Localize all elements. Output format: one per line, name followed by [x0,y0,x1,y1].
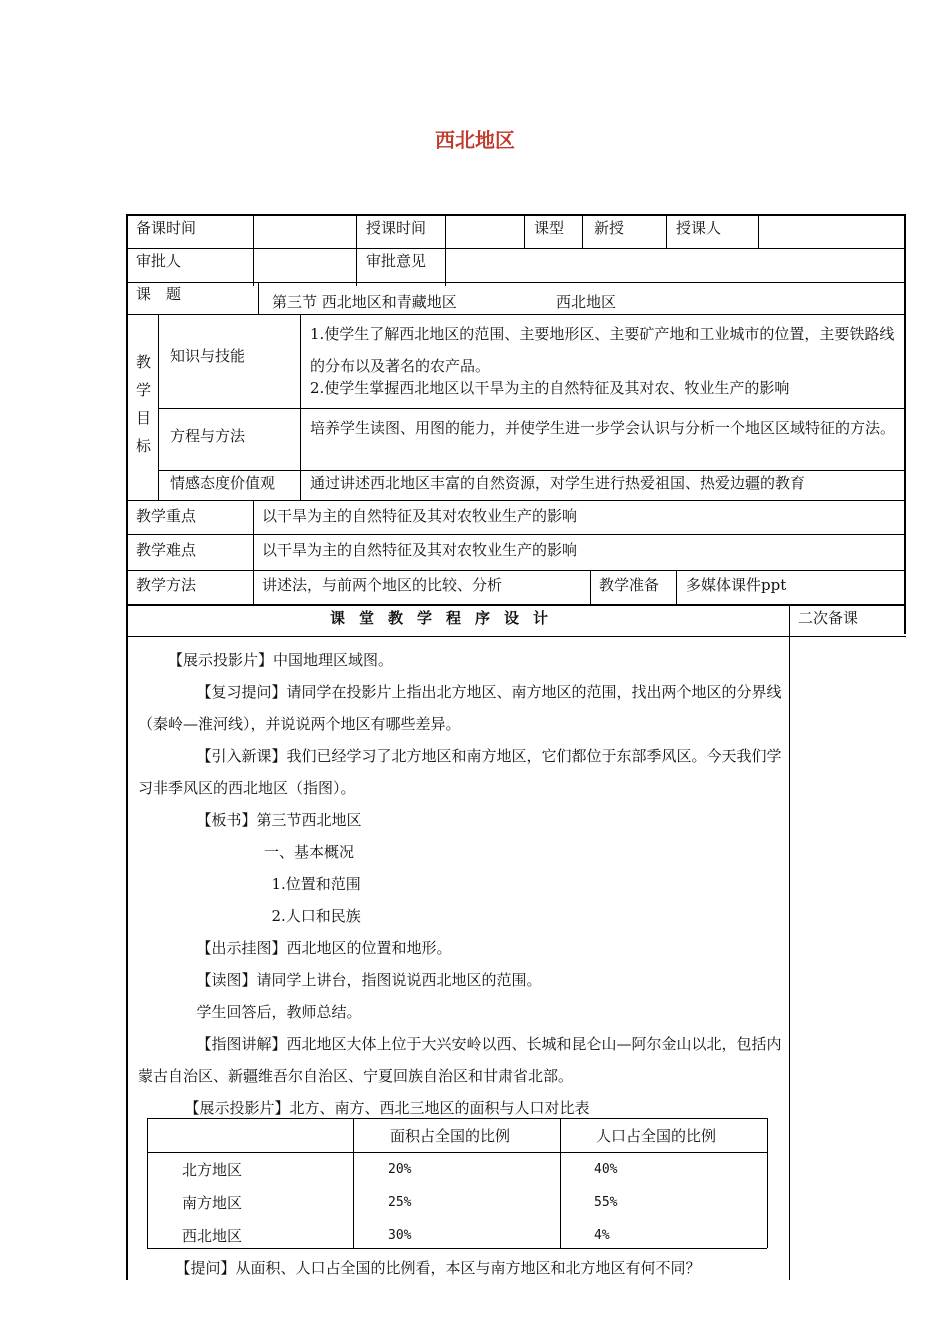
divider [582,214,583,248]
divider [126,534,906,535]
divider [300,314,301,500]
lesson-type-value: 新授 [594,219,625,237]
divider [158,314,159,500]
knowledge-label: 知识与技能 [170,347,246,365]
divider [147,1118,148,1248]
divider [445,214,446,286]
objective-char: 学 [136,381,152,399]
divider [126,248,906,249]
objective-char: 目 [136,409,152,427]
divider [353,1118,354,1248]
paragraph-1: 【展示投影片】中国地理区域图。 [168,651,394,669]
divider [560,1118,561,1248]
divider [126,282,906,283]
divider [147,1152,767,1153]
approval-opinion-label: 审批意见 [366,252,427,270]
method-label: 方程与方法 [170,427,246,445]
difficult-point-text: 以干旱为主的自然特征及其对农牧业生产的影响 [262,541,578,559]
page-title: 西北地区 [435,128,515,152]
paragraph-4: 【板书】第三节西北地区 [196,811,362,829]
paragraph-10: 学生回答后，教师总结。 [196,1003,362,1021]
divider [253,500,254,604]
table-header: 面积占全国的比例 [390,1127,511,1145]
difficult-point-label: 教学难点 [136,541,197,559]
program-heading: 课堂教学程序设计 [330,609,563,627]
paragraph-2: 【复习提问】请同学在投影片上指出北方地区、南方地区的范围，找出两个地区的分界线（秦岭—淮河线），并说说两个地区有哪些差异。 [138,683,782,733]
lesson-type-label: 课型 [534,219,565,237]
divider [758,214,759,248]
emotion-label: 情感态度价值观 [170,474,276,492]
table-cell: 4% [594,1228,610,1243]
emotion-text: 通过讲述西北地区丰富的自然资源，对学生进行热爱祖国、热爱边疆的教育 [310,474,806,492]
paragraph-7: 2.人口和民族 [271,907,361,925]
divider [524,214,525,248]
objective-char: 教 [136,353,152,371]
divider [767,1118,768,1248]
table-cell: 55% [594,1195,618,1210]
paragraph-11: 【指图讲解】西北地区大体上位于大兴安岭以西、长城和昆仑山—阿尔金山以北，包括内蒙古自治区、新疆维吾尔自治区、宁夏回族自治区和甘肃省北部。 [138,1035,782,1085]
paragraph-13: 【提问】从面积、人口占全国的比例看，本区与南方地区和北方地区有何不同？ [175,1259,701,1277]
table-row-label: 西北地区 [182,1227,243,1245]
paragraph-9: 【读图】请同学上讲台，指图说说西北地区的范围。 [196,971,542,989]
teach-time-label: 授课时间 [366,219,427,237]
table-row-label: 南方地区 [182,1194,243,1212]
divider [676,570,677,604]
paragraph-12: 【展示投影片】北方、南方、西北三地区的面积与人口对比表 [184,1099,590,1117]
paragraph-5: 一、基本概况 [264,843,355,861]
second-prep-label: 二次备课 [798,609,859,627]
topic-sub: 西北地区 [556,293,617,311]
topic-label: 课 题 [136,285,182,303]
teaching-prep-label: 教学准备 [599,576,660,594]
paragraph-6: 1.位置和范围 [271,875,361,893]
teaching-method-label: 教学方法 [136,576,197,594]
table-header: 人口占全国的比例 [596,1127,717,1145]
divider [126,500,906,501]
knowledge-text-2: 2.使学生掌握西北地区以干旱为主的自然特征及其对农、牧业生产的影响 [310,379,790,397]
divider [126,570,906,571]
divider [789,604,790,1280]
divider [666,214,667,248]
divider [147,1118,767,1119]
table-cell: 30% [388,1228,412,1243]
teacher-label: 授课人 [676,219,722,237]
key-point-label: 教学重点 [136,507,197,525]
prep-time-label: 备课时间 [136,219,197,237]
paragraph-8: 【出示挂图】西北地区的位置和地形。 [196,939,452,957]
method-text: 培养学生读图、用图的能力，并使学生进一步学会认识与分析一个地区区域特征的方法。 [310,419,896,437]
divider [126,314,906,315]
approver-label: 审批人 [136,252,182,270]
frame-right [904,214,906,634]
paragraph-3: 【引入新课】我们已经学习了北方地区和南方地区，它们都位于东部季风区。今天我们学习非季风区的西北地区（指图）。 [138,747,782,797]
divider [158,408,906,409]
table-cell: 25% [388,1195,412,1210]
table-cell: 40% [594,1162,618,1177]
frame-left [126,214,128,1280]
divider [158,470,906,471]
divider [356,214,357,286]
topic-value: 第三节 西北地区和青藏地区 [272,293,457,311]
table-cell: 20% [388,1162,412,1177]
divider [126,636,906,637]
table-row-label: 北方地区 [182,1161,243,1179]
divider [253,214,254,286]
frame-top [126,214,906,216]
divider [147,1248,767,1249]
teaching-prep-text: 多媒体课件ppt [686,576,787,594]
key-point-text: 以干旱为主的自然特征及其对农牧业生产的影响 [262,507,578,525]
objective-char: 标 [136,437,152,455]
teaching-method-text: 讲述法，与前两个地区的比较、分析 [262,576,503,594]
knowledge-text-1: 1.使学生了解西北地区的范围、主要地形区、主要矿产地和工业城市的位置，主要铁路线的分布以及著名的农产品。 [310,325,895,375]
divider [590,570,591,604]
divider [258,282,259,314]
